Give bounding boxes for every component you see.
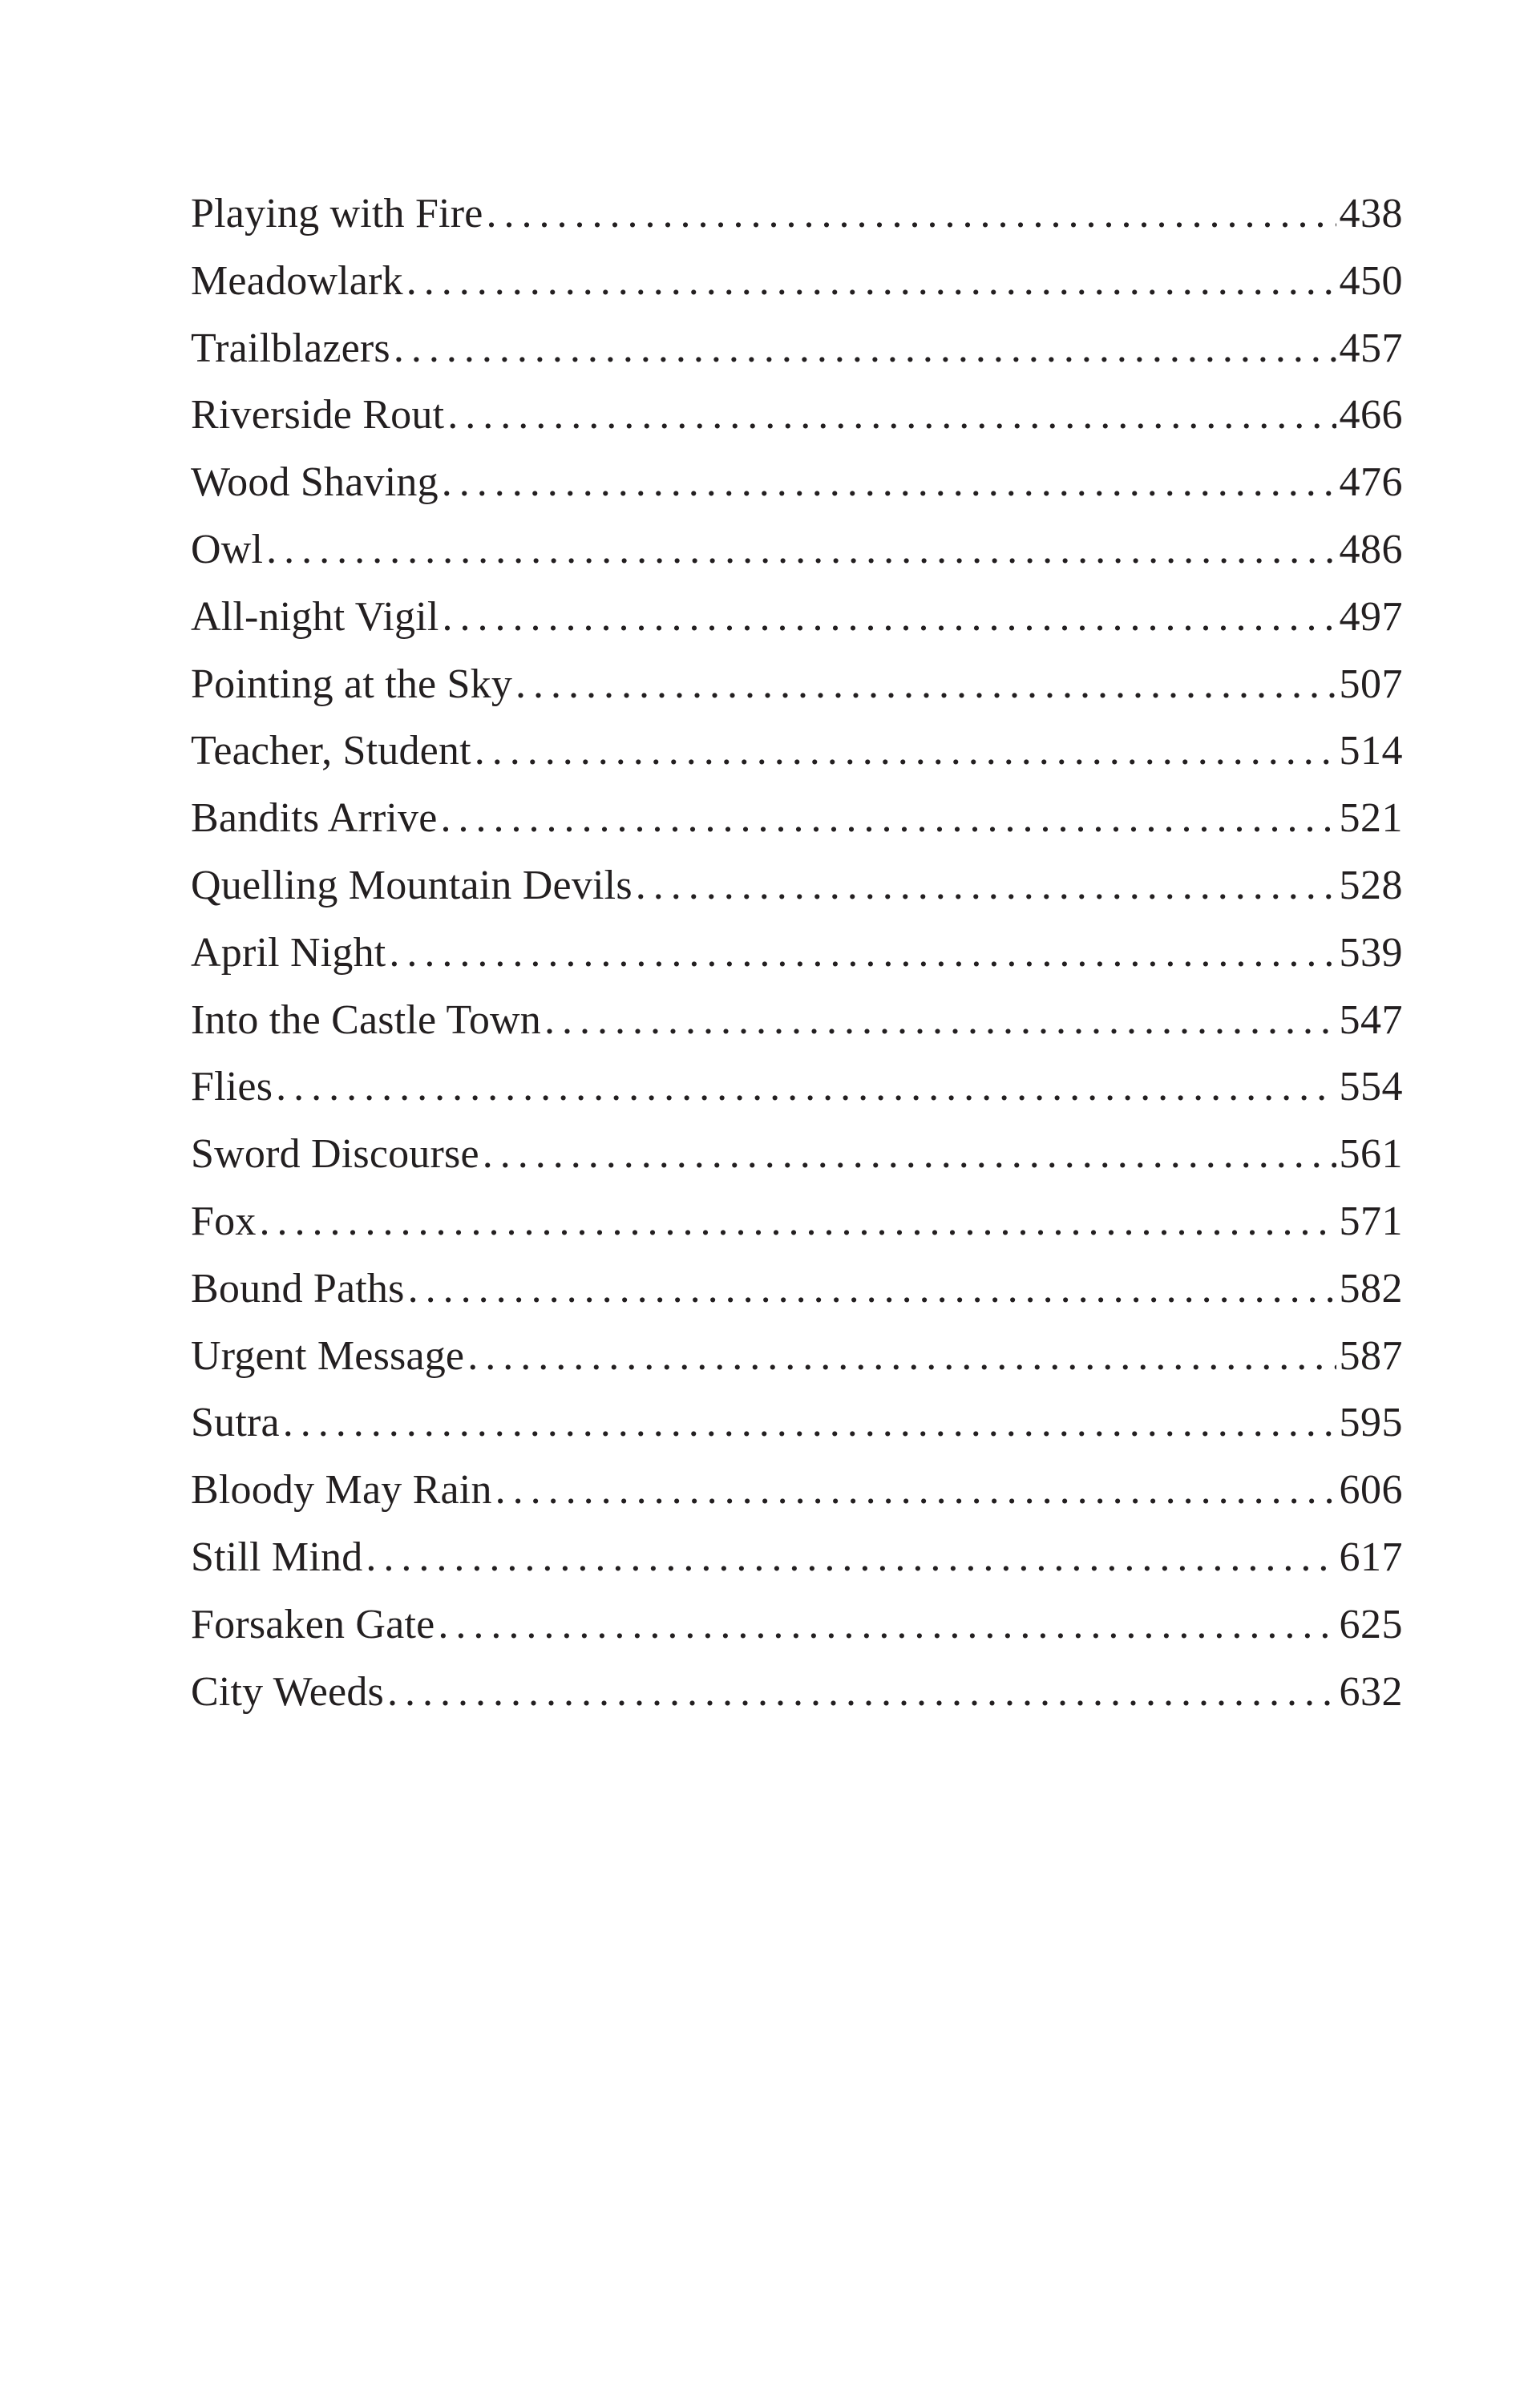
toc-entry-page-number: 547 — [1339, 996, 1403, 1043]
toc-entry — [191, 1053, 1403, 1121]
dot-leader — [447, 382, 1336, 449]
dot-leader — [442, 449, 1336, 516]
toc-entry-title: Quelling Mountain Devils — [191, 862, 633, 908]
dot-leader — [544, 987, 1336, 1054]
toc-entry — [191, 1457, 1403, 1524]
toc-entry-page-number: 450 — [1339, 257, 1403, 304]
toc-entry — [191, 1121, 1403, 1188]
toc-entry-page-number: 595 — [1339, 1400, 1403, 1446]
toc-entry — [191, 1591, 1403, 1659]
toc-entry-page-number: 587 — [1339, 1332, 1403, 1379]
dot-leader — [266, 516, 1336, 584]
toc-entry — [191, 449, 1403, 516]
toc-entry-page-number: 497 — [1339, 593, 1403, 640]
toc-entry — [191, 852, 1403, 920]
dot-leader — [483, 1121, 1336, 1188]
toc-entry — [191, 987, 1403, 1054]
dot-leader — [487, 180, 1336, 248]
dot-leader — [276, 1053, 1336, 1121]
toc-entry-title: Sword Discourse — [191, 1131, 479, 1178]
toc-entry-page-number: 476 — [1339, 459, 1403, 506]
toc-entry — [191, 1188, 1403, 1255]
toc-entry-page-number: 617 — [1339, 1534, 1403, 1580]
dot-leader — [438, 1591, 1336, 1659]
dot-leader — [406, 248, 1336, 315]
toc-entry-title: Bandits Arrive — [191, 795, 438, 842]
toc-entry-page-number: 507 — [1339, 661, 1403, 707]
toc-entry-title: Pointing at the Sky — [191, 661, 513, 707]
toc-entry-page-number: 528 — [1339, 862, 1403, 908]
dot-leader — [394, 315, 1336, 382]
toc-entry-title: Owl — [191, 526, 264, 572]
toc-entry-page-number: 466 — [1339, 392, 1403, 439]
toc-entry-page-number: 625 — [1339, 1601, 1403, 1647]
toc-entry-page-number: 606 — [1339, 1467, 1403, 1514]
toc-entry-page-number: 514 — [1339, 728, 1403, 774]
toc-entry-title: Urgent Message — [191, 1332, 465, 1379]
toc-entry-title: Sutra — [191, 1400, 280, 1446]
toc-entry — [191, 1659, 1403, 1726]
toc-entry-title: Trailblazers — [191, 325, 390, 371]
toc-entry-page-number: 521 — [1339, 795, 1403, 842]
toc-entry-title: Into the Castle Town — [191, 996, 542, 1043]
toc-entry — [191, 651, 1403, 718]
toc-entry-title: Playing with Fire — [191, 191, 483, 236]
toc-entry-title: Flies — [191, 1064, 273, 1110]
dot-leader — [408, 1255, 1336, 1323]
dot-leader — [260, 1188, 1336, 1255]
toc-entry-title: Bloody May Rain — [191, 1467, 492, 1514]
toc-entry — [191, 516, 1403, 584]
toc-entry — [191, 180, 1403, 248]
toc-entry — [191, 382, 1403, 449]
toc-entry-title: All-night Vigil — [191, 593, 439, 640]
dot-leader — [366, 1524, 1336, 1591]
toc-entry-title: Fox — [191, 1198, 257, 1244]
toc-entry-title: Still Mind — [191, 1534, 363, 1580]
dot-leader — [495, 1457, 1336, 1524]
toc-entry — [191, 584, 1403, 651]
dot-leader — [441, 785, 1336, 852]
dot-leader — [389, 920, 1336, 987]
dot-leader — [387, 1659, 1336, 1726]
toc-entry-title: City Weeds — [191, 1668, 384, 1715]
toc-entry-title: Forsaken Gate — [191, 1601, 435, 1647]
toc-entry-title: Bound Paths — [191, 1265, 405, 1312]
dot-leader — [475, 717, 1336, 785]
toc-entry — [191, 1389, 1403, 1457]
toc-entry — [191, 785, 1403, 852]
toc-entry-title: April Night — [191, 929, 386, 976]
dot-leader — [515, 651, 1336, 718]
toc-entry-page-number: 632 — [1339, 1668, 1403, 1715]
toc-entry-page-number: 438 — [1339, 191, 1403, 236]
toc-entry — [191, 920, 1403, 987]
toc-entry-page-number: 582 — [1339, 1265, 1403, 1312]
toc-entry — [191, 1323, 1403, 1390]
dot-leader — [283, 1389, 1336, 1457]
toc-entry-page-number: 486 — [1339, 526, 1403, 572]
toc-entry-page-number: 561 — [1339, 1131, 1403, 1178]
toc-entry-page-number: 571 — [1339, 1198, 1403, 1244]
toc-entry-title: Meadowlark — [191, 257, 403, 304]
dot-leader — [443, 584, 1336, 651]
toc-entry — [191, 1255, 1403, 1323]
toc-entry — [191, 315, 1403, 382]
toc-entry-title: Wood Shaving — [191, 459, 439, 506]
toc-entry-page-number: 457 — [1339, 325, 1403, 371]
toc-entry — [191, 1524, 1403, 1591]
toc-entry-page-number: 554 — [1339, 1064, 1403, 1110]
dot-leader — [467, 1323, 1336, 1390]
toc-entry-title: Teacher, Student — [191, 728, 471, 774]
toc-entry — [191, 248, 1403, 315]
table-of-contents — [191, 180, 1403, 1725]
toc-entry — [191, 717, 1403, 785]
toc-entry-page-number: 539 — [1339, 929, 1403, 976]
dot-leader — [636, 852, 1336, 920]
toc-entry-title: Riverside Rout — [191, 392, 445, 439]
